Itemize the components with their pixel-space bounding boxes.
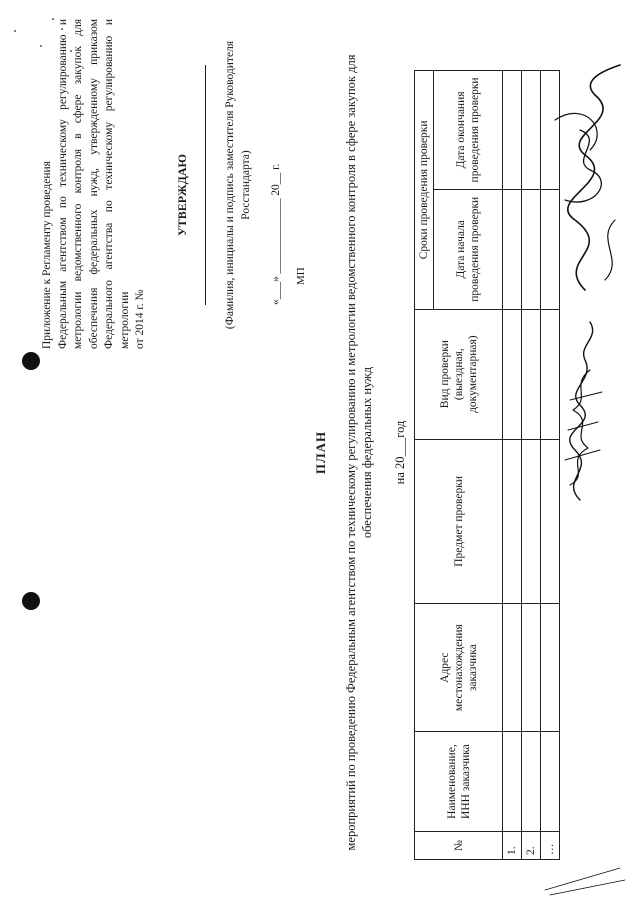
header-start-date: Дата начала проведения проверки (434, 189, 503, 309)
row-number: … (541, 832, 560, 860)
approve-heading: УТВЕРЖДАЮ (175, 153, 189, 237)
handwritten-signature-2 (535, 60, 635, 300)
appendix-block (40, 19, 149, 349)
approve-signature-line (205, 65, 206, 305)
approve-caption: (Фамилия, инициалы и подпись заместителя Руководителя Росстандарта) (224, 40, 252, 330)
header-subject: Предмет проверки (415, 439, 503, 604)
scan-mark (540, 860, 630, 900)
appendix-line-1: Приложение к Регламенту проведения (41, 161, 53, 349)
row-number: 2. (522, 832, 541, 860)
appendix-line-2: Федеральным агентством по техническому регулированию и метрологии ведомственного контроля в сфере закупок для обеспечения федеральных нужд, утвержденному приказом Федерального агентства по техническому регулированию и метрологии (56, 19, 131, 349)
header-type: Вид проверки (выездная, документарная) (415, 309, 503, 439)
header-customer-name: Наименование, ИНН заказчика (415, 732, 503, 832)
appendix-line-3: от 2014 г. № (134, 289, 146, 349)
table-row (503, 71, 522, 860)
header-num: № (415, 832, 503, 860)
plan-year: на 20___год (393, 420, 407, 485)
plan-title: ПЛАН (313, 430, 328, 475)
seal-place-label: МП (295, 267, 307, 285)
row-number: 1. (503, 832, 522, 860)
approve-date-line: «___» _____________ 20__ г. (270, 163, 282, 305)
header-address: Адрес местонахождения заказчика (415, 604, 503, 732)
handwritten-signature-1 (540, 310, 620, 510)
header-terms: Сроки проведения проверки (415, 71, 434, 310)
plan-subtitle: мероприятий по проведению Федеральным агентством по техническому регулированию и метрологии ведомственного контроля в сфере закупок для обеспечения федеральных нужд (344, 54, 374, 851)
header-end-date: Дата окончания проведения проверки (434, 71, 503, 190)
